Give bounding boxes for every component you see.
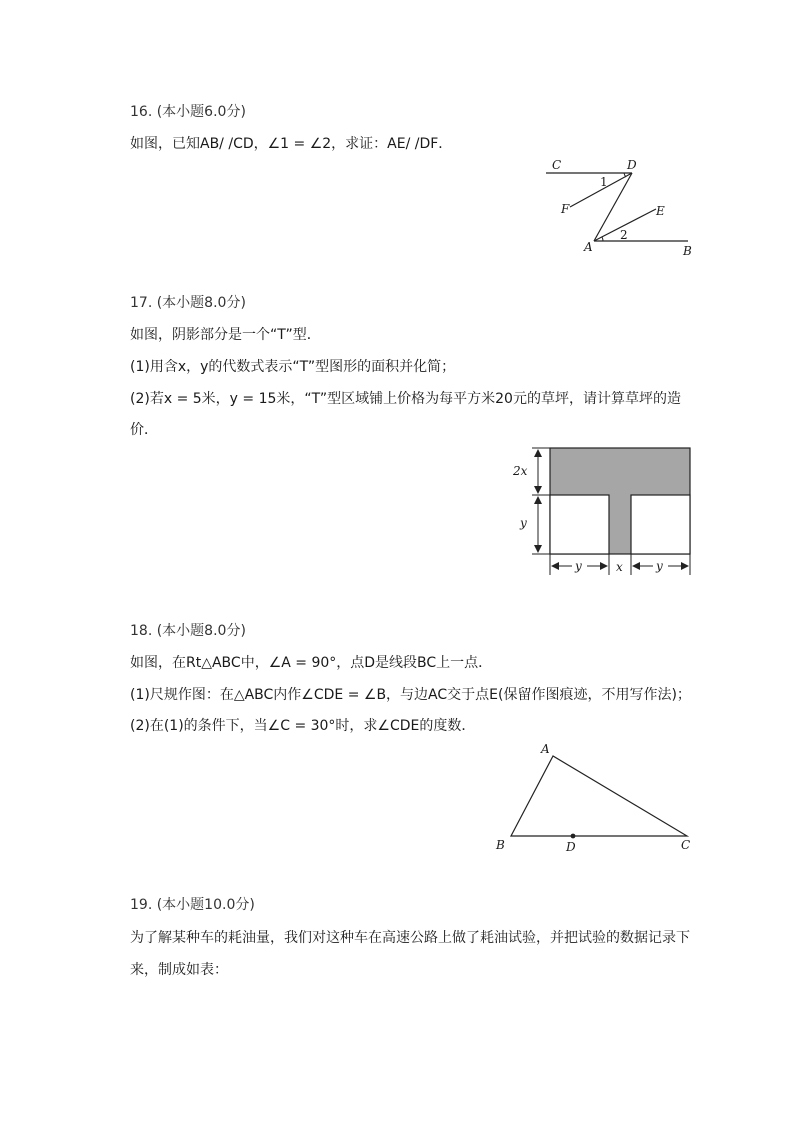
angle-2-arc: [602, 237, 603, 241]
label-y-left: y: [520, 516, 527, 530]
q17-line2: (1)用含x，y的代数式表示“T”型图形的面积并化简；: [130, 359, 456, 375]
label-e: E: [656, 204, 665, 218]
label-d: D: [566, 840, 576, 854]
label-b: B: [683, 244, 692, 258]
label-f: F: [561, 202, 570, 216]
q18-figure: [490, 738, 700, 858]
q17-line1: 如图，阴影部分是一个“T”型．: [130, 327, 321, 343]
label-c: C: [681, 838, 691, 852]
q19-line2: 来，制成如表：: [130, 962, 228, 978]
q16-figure: [540, 155, 700, 260]
t-stem: [609, 495, 631, 554]
q18-line2: (1)尺规作图：在△ABC内作∠CDE = ∠B，与边AC交于点E(保留作图痕迹，不用写作法)；: [130, 687, 691, 703]
label-y-bottom2: y: [656, 559, 663, 573]
label-a: A: [541, 742, 550, 756]
point-d: [571, 834, 576, 839]
label-x-bottom: x: [616, 560, 623, 574]
left-square: [550, 495, 609, 554]
q18-header: 18. (本小题8.0分): [130, 623, 246, 639]
q19-line1: 为了解某种车的耗油量，我们对这种车在高速公路上做了耗油试验，并把试验的数据记录下: [130, 930, 690, 946]
label-c: C: [552, 158, 562, 172]
q16-text: 如图，已知AB/ /CD，∠1 = ∠2，求证：AE/ /DF．: [130, 136, 453, 152]
q17-line3: (2)若x = 5米，y = 15米，“T”型区域铺上价格为每平方米20元的草坪，请计算草坪的造: [130, 391, 681, 407]
triangle-abc: [511, 756, 687, 836]
q17-header: 17. (本小题8.0分): [130, 295, 246, 311]
label-2x: 2x: [513, 464, 528, 478]
label-a: A: [584, 240, 593, 254]
label-angle-1: 1: [600, 175, 608, 189]
label-angle-2: 2: [620, 228, 628, 242]
t-top-bar: [550, 448, 690, 495]
label-d: D: [627, 158, 637, 172]
label-y-bottom1: y: [575, 559, 582, 573]
q17-figure: [510, 445, 700, 585]
q17-line4: 价．: [130, 422, 158, 438]
angle-1-arc: [624, 173, 626, 177]
right-square: [631, 495, 690, 554]
q18-line1: 如图，在Rt△ABC中，∠A = 90°，点D是线段BC上一点．: [130, 655, 493, 671]
q16-header: 16. (本小题6.0分): [130, 104, 246, 120]
q19-header: 19. (本小题10.0分): [130, 897, 255, 913]
label-b: B: [496, 838, 505, 852]
q18-line3: (2)在(1)的条件下，当∠C = 30°时，求∠CDE的度数．: [130, 718, 476, 734]
